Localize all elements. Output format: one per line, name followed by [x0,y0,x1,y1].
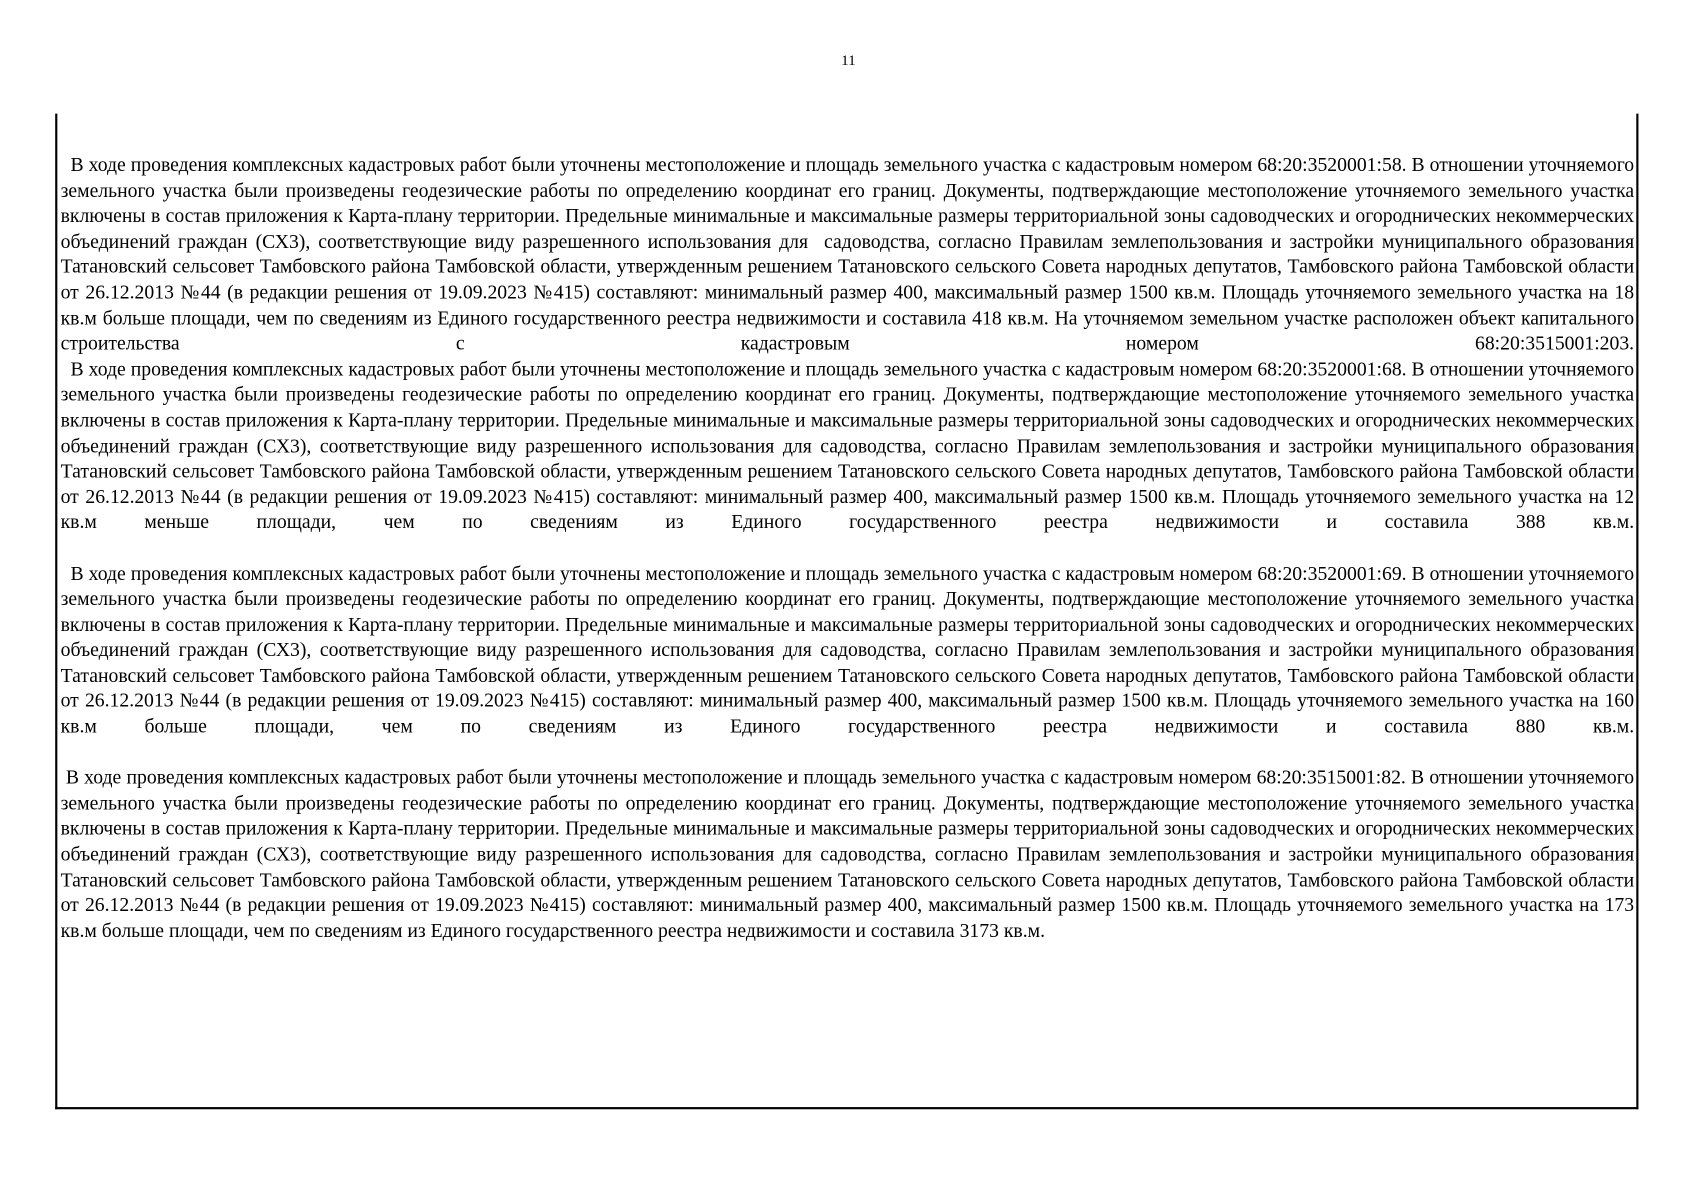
paragraph-parcel-68-20-3515001-82: В ходе проведения комплексных кадастровых работ были уточнены местоположение и площадь земельного участка с кадастровым номером 68:20:3515001:82. В отношении уточняемого земельного участка были произведены геодезические работы по определению координат его границ. Документы, подтверждающие местоположение уточняемого земельного участка включены в состав приложения к Карта-плану территории. Предельные минимальные и максимальные размеры территориальной зоны садоводческих и огороднических некоммерческих объединений граждан (СХ3), соответствующие виду разрешенного использования для садоводства, согласно Правилам землепользования и застройки муниципального образования Татановский сельсовет Тамбовского района Тамбовской области, утвержденным решением Татановского сельского Совета народных депутатов, Тамбовского района Тамбовской области от 26.12.2013 №44 (в редакции решения от 19.09.2023 №415) составляют: минимальный размер 400, максимальный размер 1500 кв.м. Площадь уточняемого земельного участка на 173 кв.м больше площади, чем по сведениям из Единого государственного реестра недвижимости и составила 3173 кв.м. [60,766,1640,942]
body-text [60,153,1640,945]
text-frame [55,114,1638,1110]
paragraph-parcel-68-20-3520001-68: В ходе проведения комплексных кадастровых работ были уточнены местоположение и площадь земельного участка с кадастровым номером 68:20:3520001:68. В отношении уточняемого земельного участка были произведены геодезические работы по определению координат его границ. Документы, подтверждающие местоположение уточняемого земельного участка включены в состав приложения к Карта-плану территории. Предельные минимальные и максимальные размеры территориальной зоны садоводческих и огороднических некоммерческих объединений граждан (СХ3), соответствующие виду разрешенного использования для садоводства, согласно Правилам землепользования и застройки муниципального образования Татановский сельсовет Тамбовского района Тамбовской области, утвержденным решением Татановского сельского Совета народных депутатов, Тамбовского района Тамбовской области от 26.12.2013 №44 (в редакции решения от 19.09.2023 №415) составляют: минимальный размер 400, максимальный размер 1500 кв.м. Площадь уточняемого земельного участка на 12 кв.м меньше площади, чем по сведениям из Единого государственного реестра недвижимости и составила 388 кв.м. [60,357,1640,533]
paragraph-parcel-68-20-3520001-69: В ходе проведения комплексных кадастровых работ были уточнены местоположение и площадь земельного участка с кадастровым номером 68:20:3520001:69. В отношении уточняемого земельного участка были произведены геодезические работы по определению координат его границ. Документы, подтверждающие местоположение уточняемого земельного участка включены в состав приложения к Карта-плану территории. Предельные минимальные и максимальные размеры территориальной зоны садоводческих и огороднических некоммерческих объединений граждан (СХ3), соответствующие виду разрешенного использования для садоводства, согласно Правилам землепользования и застройки муниципального образования Татановский сельсовет Тамбовского района Тамбовской области, утвержденным решением Татановского сельского Совета народных депутатов, Тамбовского района Тамбовской области от 26.12.2013 №44 (в редакции решения от 19.09.2023 №415) составляют: минимальный размер 400, максимальный размер 1500 кв.м. Площадь уточняемого земельного участка на 160 кв.м больше площади, чем по сведениям из Единого государственного реестра недвижимости и составила 880 кв.м. [60,562,1640,738]
page-number: 11 [841,53,856,70]
paragraph-parcel-68-20-3520001-58: В ходе проведения комплексных кадастровых работ были уточнены местоположение и площадь земельного участка с кадастровым номером 68:20:3520001:58. В отношении уточняемого земельного участка были произведены геодезические работы по определению координат его границ. Документы, подтверждающие местоположение уточняемого земельного участка включены в состав приложения к Карта-плану территории. Предельные минимальные и максимальные размеры территориальной зоны садоводческих и огороднических некоммерческих объединений граждан (СХ3), соответствующие виду разрешенного использования для садоводства, согласно Правилам землепользования и застройки муниципального образования Татановский сельсовет Тамбовского района Тамбовской области, утвержденным решением Татановского сельского Совета народных депутатов, Тамбовского района Тамбовской области от 26.12.2013 №44 (в редакции решения от 19.09.2023 №415) составляют: минимальный размер 400, максимальный размер 1500 кв.м. Площадь уточняемого земельного участка на 18 кв.м больше площади, чем по сведениям из Единого государственного реестра недвижимости и составила 418 кв.м. На уточняемом земельном участке расположен объект капитального строительства с кадастровым номером 68:20:3515001:203. [60,153,1640,355]
